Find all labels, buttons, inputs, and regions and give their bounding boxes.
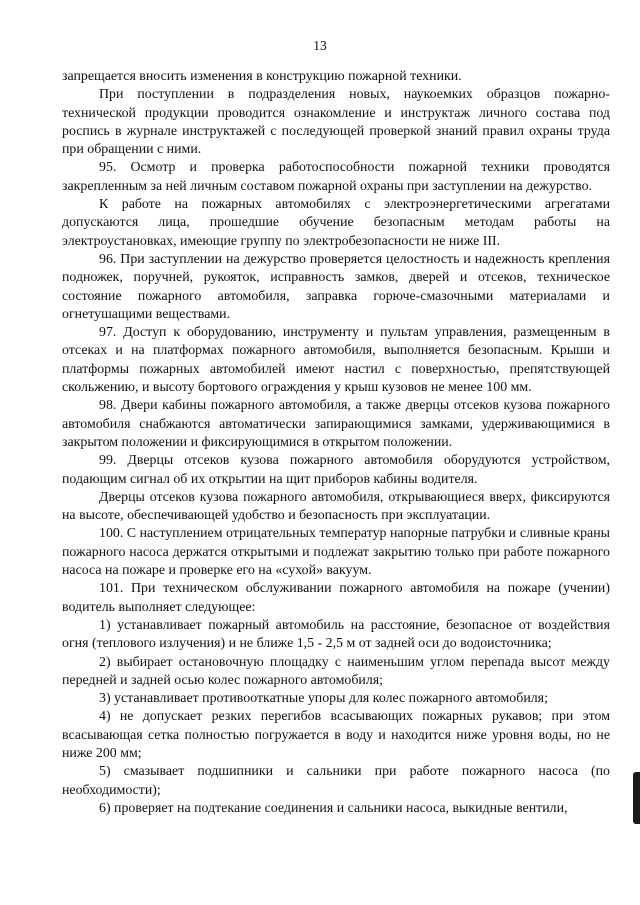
paragraph-95: 95. Осмотр и проверка работоспособности пожарной техники проводятся закрепленным за ней личным составом пожарной охраны при заступлении на дежурство.: [62, 160, 610, 194]
paragraph-new-products: При поступлении в подразделения новых, наукоемких образцов пожарно-технической продукции проводится ознакомление и инструктаж личного состава под роспись в журнале инструктажей с последующей проверкой знаний правил охраны труда при обращении с ними.: [62, 87, 610, 158]
paragraph-96: 96. При заступлении на дежурство проверяется целостность и надежность крепления подножек, поручней, рукояток, исправность замков, дверей и отсеков, техническое состояние пожарного автомобиля, заправка горюче-смазочными материалами и огнетушащими веществами.: [62, 251, 610, 322]
paragraph-101: 101. При техническом обслуживании пожарного автомобиля на пожаре (учении) водитель выполняет следующее:: [62, 581, 610, 615]
list-item-6: 6) проверяет на подтекание соединения и сальники насоса, выкидные вентили,: [99, 800, 568, 816]
paragraph-99-doors-up: Дверцы отсеков кузова пожарного автомобиля, открывающиеся вверх, фиксируются на высоте, обеспечивающей удобство и безопасность при эксплуатации.: [62, 489, 610, 524]
list-item-2: 2) выбирает остановочную площадку с наименьшим углом перепада высот между передней и задней осью колес пожарного автомобиля;: [62, 654, 610, 688]
scan-edge-mark: [633, 772, 640, 824]
paragraph-100: 100. С наступлением отрицательных температур напорные патрубки и сливные краны пожарного насоса держатся открытыми и подлежат закрытию только при работе пожарного насоса на пожаре и проверке его на «сухой» вакуум.: [62, 526, 610, 579]
paragraph-98: 98. Двери кабины пожарного автомобиля, а также дверцы отсеков кузова пожарного автомобиля снабжаются автоматически запирающимися замками, удерживающимися в закрытом положении и фиксирующимися в открытом положении.: [62, 398, 610, 450]
list-item-5: 5) смазывает подшипники и сальники при работе пожарного насоса (по необходимости);: [62, 764, 610, 798]
list-item-1: 1) устанавливает пожарный автомобиль на расстояние, безопасное от воздействия огня (теплового излучения) и не ближе 1,5 - 2,5 м от задней оси до водоисточника;: [62, 617, 610, 652]
paragraph-97: 97. Доступ к оборудованию, инструменту и пультам управления, размещенным в отсеках и на платформах пожарного автомобиля, выполняется безопасным. Крыши и платформы пожарных автомобилей имеют настил с поверхностью, препятствующей скольжению, и высоту бортового ограждения у крыш кузовов не менее 100 мм.: [62, 325, 610, 396]
page-number: 13: [313, 38, 327, 53]
paragraph-99: 99. Дверцы отсеков кузова пожарного автомобиля оборудуются устройством, подающим сигнал об их открытии на щит приборов кабины водителя.: [62, 453, 610, 487]
paragraph-continuation: запрещается вносить изменения в конструкцию пожарной техники.: [62, 69, 462, 84]
list-item-4: 4) не допускает резких перегибов всасывающих пожарных рукавов; при этом всасывающая сетка полностью погружается в воду и находится ниже уровня воды, но не ниже 200 мм;: [62, 709, 610, 761]
document-body: [62, 68, 610, 818]
list-item-3: 3) устанавливает противооткатные упоры для колес пожарного автомобиля;: [99, 691, 548, 707]
paragraph-95-electrical: К работе на пожарных автомобилях с электроэнергетическими агрегатами допускаются лица, прошедшие обучение безопасным методам работы на электроустановках, имеющие группу по электробезопасности не ниже III.: [62, 197, 610, 249]
